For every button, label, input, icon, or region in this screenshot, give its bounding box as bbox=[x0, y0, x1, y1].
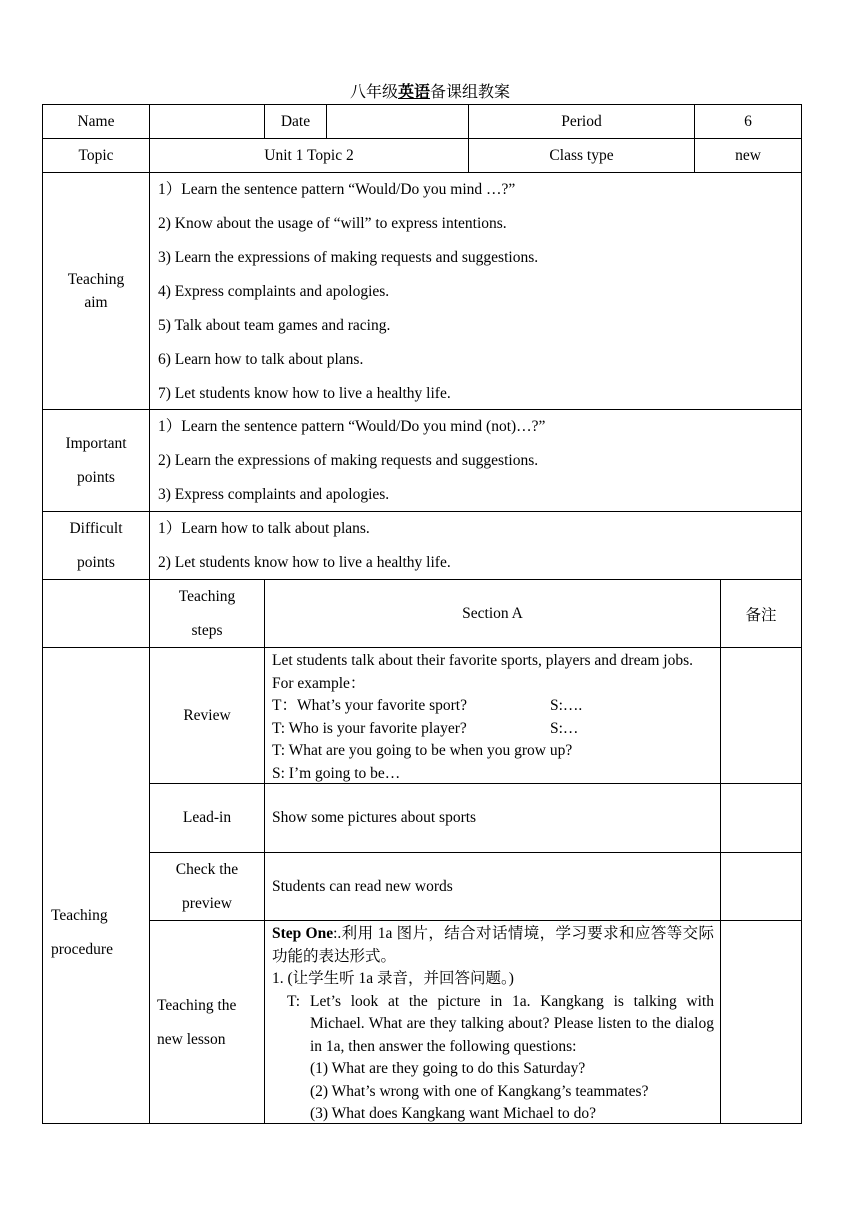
list-item: 2) Know about the usage of “will” to express intentions. bbox=[158, 215, 507, 232]
new-lesson-label: Teaching the new lesson bbox=[150, 921, 265, 1124]
lead-in-content: Show some pictures about sports bbox=[265, 784, 721, 853]
date-label-cell: Date bbox=[265, 104, 327, 139]
page-title: 八年级英语备课组教案 bbox=[349, 84, 511, 101]
teaching-procedure-label: Teaching procedure bbox=[42, 648, 150, 1124]
list-item: 3) Express complaints and apologies. bbox=[158, 486, 390, 503]
class-type-value-cell: new bbox=[695, 139, 802, 173]
list-item: 6) Learn how to talk about plans. bbox=[158, 351, 364, 368]
list-item: 3) Learn the expressions of making requests and suggestions. bbox=[158, 249, 539, 266]
difficult-points-list bbox=[150, 512, 802, 580]
name-label-cell: Name bbox=[42, 104, 150, 139]
list-item: 2) Learn the expressions of making requests and suggestions. bbox=[158, 452, 539, 469]
check-preview-label: Check the preview bbox=[150, 853, 265, 921]
list-item: 4) Express complaints and apologies. bbox=[158, 283, 390, 300]
list-item: 2) Let students know how to live a healthy life. bbox=[158, 554, 451, 571]
list-item: 1）Learn the sentence pattern “Would/Do you mind …?” bbox=[158, 181, 516, 198]
review-notes bbox=[721, 648, 802, 784]
list-item: 7) Let students know how to live a healthy life. bbox=[158, 385, 451, 402]
review-content: Let students talk about their favorite sports, players and dream jobs. For example： T：What’s your favorite sport? S:…. T: Who is your favorite player? S:… T: What are you going to be when you grow up? S: I’m going to be… bbox=[265, 648, 721, 784]
period-label-cell: Period bbox=[469, 104, 695, 139]
class-type-label-cell: Class type bbox=[469, 139, 695, 173]
date-value-cell bbox=[327, 104, 469, 139]
teaching-aim-label: Teaching aim bbox=[42, 173, 150, 410]
lead-in-label: Lead-in bbox=[150, 784, 265, 853]
period-value-cell: 6 bbox=[695, 104, 802, 139]
important-points-list bbox=[150, 410, 802, 512]
steps-header-blank bbox=[42, 580, 150, 648]
teaching-aim-list bbox=[150, 173, 802, 410]
check-preview-notes bbox=[721, 853, 802, 921]
name-value-cell bbox=[150, 104, 265, 139]
topic-value-cell: Unit 1 Topic 2 bbox=[150, 139, 469, 173]
new-lesson-content: Step One:.利用 1a 图片，结合对话情境，学习要求和应答等交际功能的表达形式。 1. (让学生听 1a 录音，并回答问题。) T: Let’s look at the picture in 1a. Kangkang is talking with Michael. What are they talking about? Please listen to the dialog in 1a, then answer the following questions: (1) What are they going to do this Saturday? (2) What’s wrong with one of Kangkang’s teammates? (3) What does Kangkang want Michael to do? bbox=[265, 921, 721, 1124]
list-item: 1）Learn the sentence pattern “Would/Do you mind (not)…?” bbox=[158, 418, 546, 435]
list-item: 5) Talk about team games and racing. bbox=[158, 317, 391, 334]
lead-in-notes bbox=[721, 784, 802, 853]
topic-label-cell: Topic bbox=[42, 139, 150, 173]
teaching-steps-header: Teaching steps bbox=[150, 580, 265, 648]
difficult-points-label: Difficult points bbox=[42, 512, 150, 580]
list-item: 1）Learn how to talk about plans. bbox=[158, 520, 370, 537]
check-preview-content: Students can read new words bbox=[265, 853, 721, 921]
important-points-label: Important points bbox=[42, 410, 150, 512]
new-lesson-notes bbox=[721, 921, 802, 1124]
section-header: Section A bbox=[265, 580, 721, 648]
notes-header: 备注 bbox=[721, 580, 802, 648]
review-label: Review bbox=[150, 648, 265, 784]
